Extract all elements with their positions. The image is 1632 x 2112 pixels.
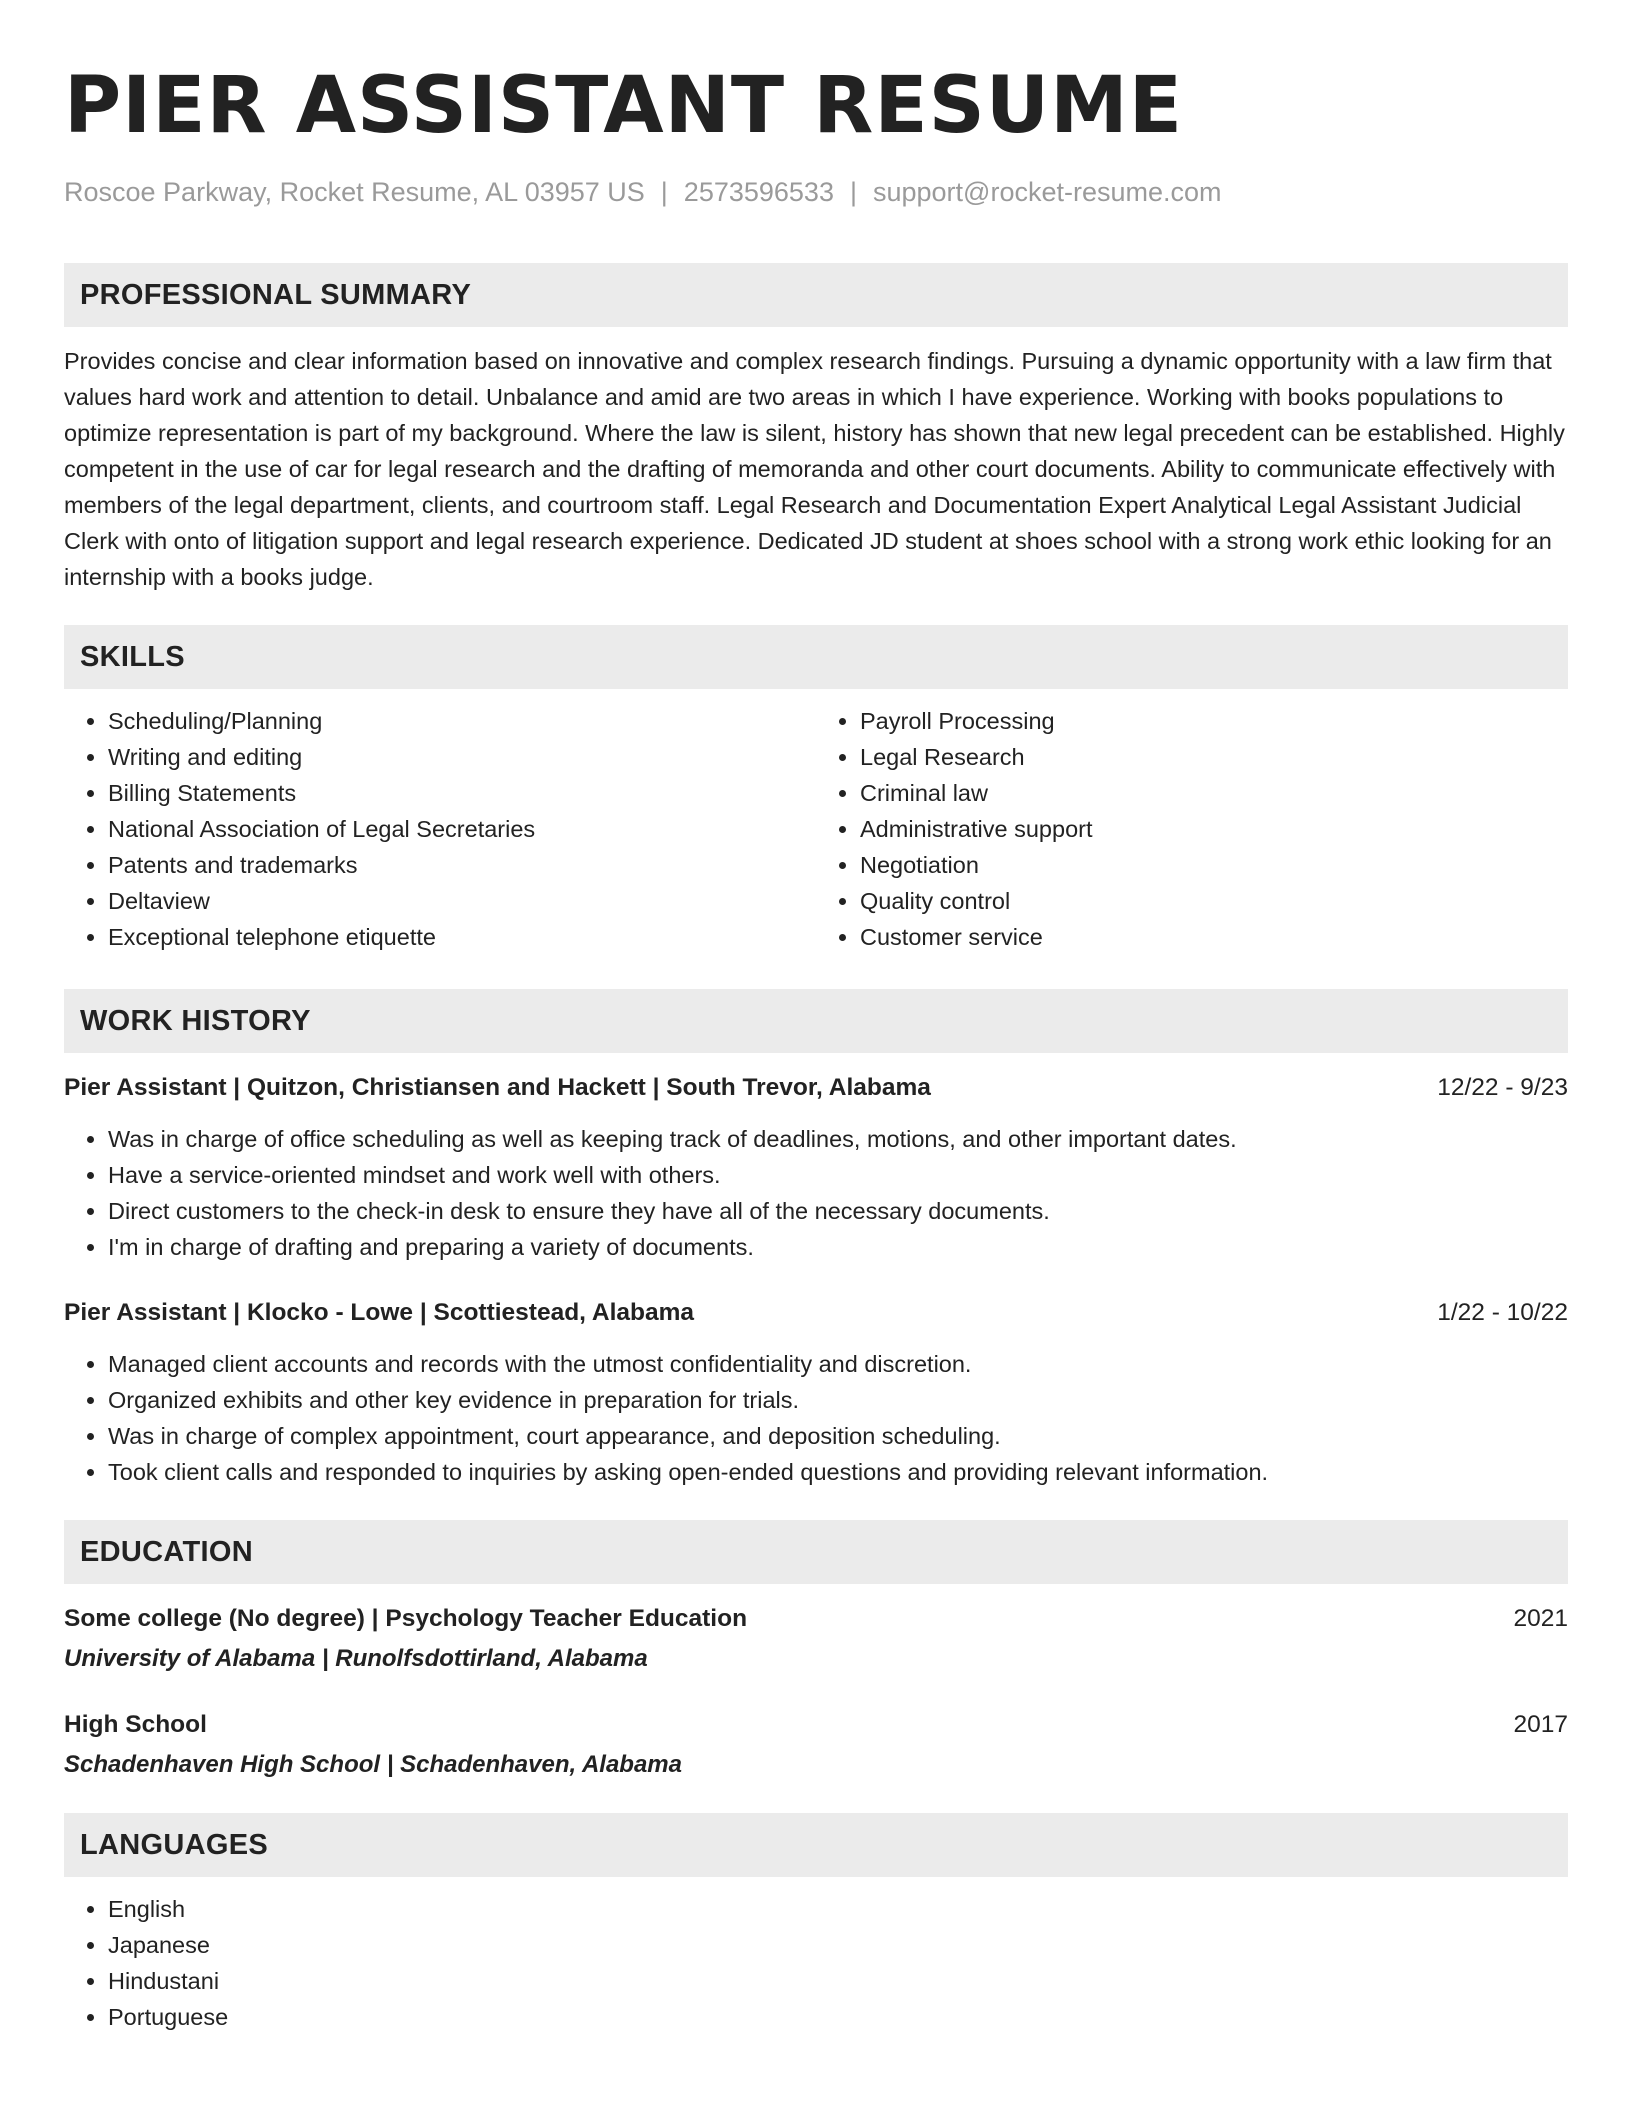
skill-item: • Legal Research xyxy=(860,739,1568,775)
section-header-languages: LANGUAGES xyxy=(64,1813,1568,1877)
job-bullet-list xyxy=(64,1346,1568,1490)
contact-email: support@rocket-resume.com xyxy=(872,177,1222,207)
skill-item: • Administrative support xyxy=(860,811,1568,847)
skill-item: • Deltaview xyxy=(108,883,816,919)
skill-item: • Negotiation xyxy=(860,847,1568,883)
job-bullet: • I'm in charge of drafting and preparing a variety of documents. xyxy=(108,1229,1568,1265)
section-header-summary: PROFESSIONAL SUMMARY xyxy=(64,263,1568,327)
section-header-education: EDUCATION xyxy=(64,1520,1568,1584)
skill-item: • Criminal law xyxy=(860,775,1568,811)
language-item: • Portuguese xyxy=(108,1999,1568,2035)
education-degree: High School xyxy=(64,1711,207,1738)
education-school: University of Alabama | Runolfsdottirland, Alabama xyxy=(64,1645,648,1672)
skill-item: • Writing and editing xyxy=(108,739,816,775)
language-item: • Japanese xyxy=(108,1927,1568,1963)
language-item: • Hindustani xyxy=(108,1963,1568,1999)
skill-item: • Patents and trademarks xyxy=(108,847,816,883)
skill-item: • Quality control xyxy=(860,883,1568,919)
education-degree: Some college (No degree) | Psychology Teacher Education xyxy=(64,1605,748,1632)
job-dates: 1/22 - 10/22 xyxy=(1437,1299,1568,1326)
contact-address: Roscoe Parkway, Rocket Resume, AL 03957 US xyxy=(64,177,645,207)
section-header-work-history: WORK HISTORY xyxy=(64,989,1568,1053)
contact-line xyxy=(64,174,1568,210)
resume-title: PIER ASSISTANT RESUME xyxy=(64,61,1184,151)
language-item: • English xyxy=(108,1891,1568,1927)
job-bullet-list xyxy=(64,1121,1568,1265)
education-year: 2021 xyxy=(1513,1605,1568,1632)
contact-separator: | xyxy=(660,177,668,207)
job-dates: 12/22 - 9/23 xyxy=(1437,1074,1568,1101)
skills-list-right xyxy=(816,703,1568,955)
contact-phone: 2573596533 xyxy=(683,177,834,207)
skills-grid xyxy=(64,703,1568,955)
job-heading xyxy=(64,1295,1568,1331)
contact-separator: | xyxy=(849,177,857,207)
job-bullet: • Was in charge of complex appointment, court appearance, and deposition scheduling. xyxy=(108,1418,1568,1454)
job-bullet: • Managed client accounts and records with the utmost confidentiality and discretion. xyxy=(108,1346,1568,1382)
skills-list-left xyxy=(64,703,816,955)
job-title: Pier Assistant | Klocko - Lowe | Scottiestead, Alabama xyxy=(64,1299,695,1326)
education-year: 2017 xyxy=(1513,1711,1568,1738)
education-heading xyxy=(64,1601,1568,1637)
skill-item: • National Association of Legal Secretaries xyxy=(108,811,816,847)
summary-text: Provides concise and clear information based on innovative and complex research findings. Pursuing a dynamic opportunity with a law firm that values hard work and attention to detail. Unbalance and amid are two areas in which I have experience. Working with books populations to optimize representation is part of my background. Where the law is silent, history has shown that new legal precedent can be established. Highly competent in the use of car for legal research and the drafting of memoranda and other court documents. Ability to communicate effectively with members of the legal department, clients, and courtroom staff. Legal Research and Documentation Expert Analytical Legal Assistant Judicial Clerk with onto of litigation support and legal research experience. Dedicated JD student at shoes school with a strong work ethic looking for an internship with a books judge. xyxy=(64,348,1565,590)
skill-item: • Customer service xyxy=(860,919,1568,955)
job-bullet: • Organized exhibits and other key evidence in preparation for trials. xyxy=(108,1382,1568,1418)
skill-item: • Exceptional telephone etiquette xyxy=(108,919,816,955)
job-bullet: • Took client calls and responded to inquiries by asking open-ended questions and providing relevant information. xyxy=(108,1454,1568,1490)
skill-item: • Scheduling/Planning xyxy=(108,703,816,739)
language-list xyxy=(64,1891,1568,2035)
skill-item: • Payroll Processing xyxy=(860,703,1568,739)
education-heading xyxy=(64,1707,1568,1743)
section-header-skills: SKILLS xyxy=(64,625,1568,689)
job-bullet: • Was in charge of office scheduling as well as keeping track of deadlines, motions, and other important dates. xyxy=(108,1121,1568,1157)
job-bullet: • Have a service-oriented mindset and work well with others. xyxy=(108,1157,1568,1193)
education-school: Schadenhaven High School | Schadenhaven, Alabama xyxy=(64,1751,682,1778)
skill-item: • Billing Statements xyxy=(108,775,816,811)
job-title: Pier Assistant | Quitzon, Christiansen and Hackett | South Trevor, Alabama xyxy=(64,1074,931,1101)
job-heading xyxy=(64,1070,1568,1106)
job-bullet: • Direct customers to the check-in desk to ensure they have all of the necessary documents. xyxy=(108,1193,1568,1229)
